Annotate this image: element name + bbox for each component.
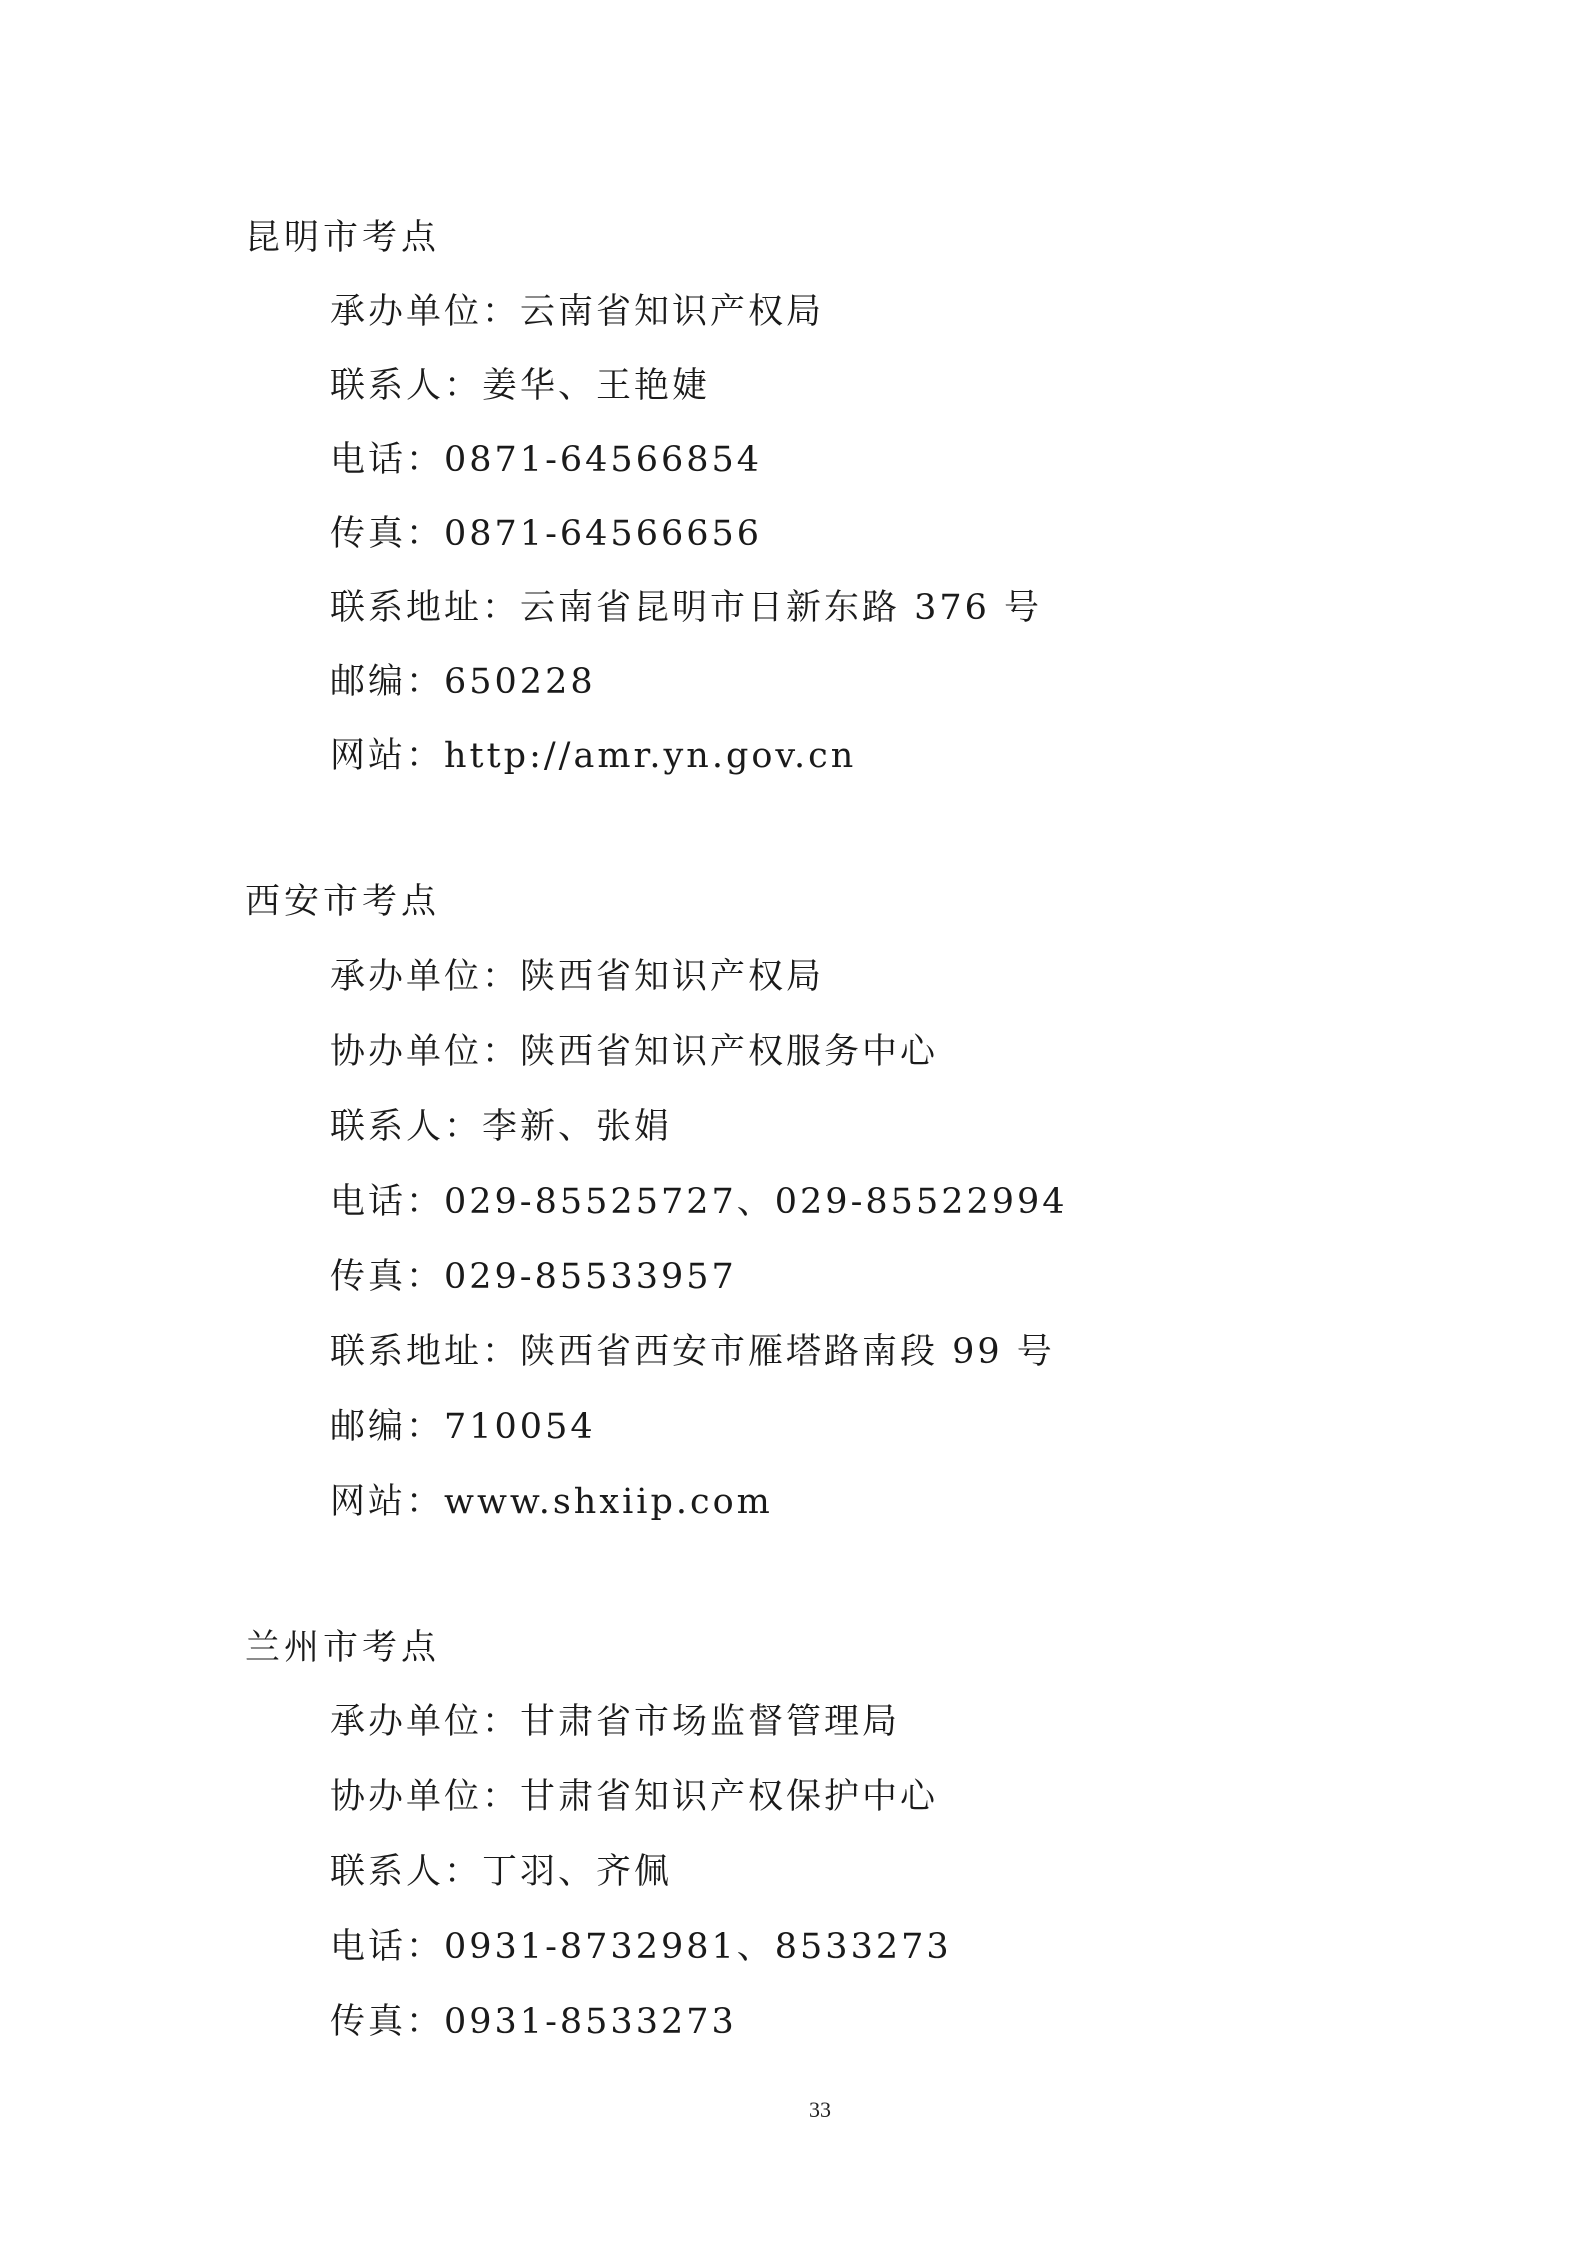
phone: 电话：0871-64566854 <box>330 440 763 480</box>
section-title: 昆明市考点 <box>245 218 441 258</box>
contact-person: 联系人：李新、张娟 <box>330 1107 673 1147</box>
section-title: 西安市考点 <box>245 882 441 922</box>
postal-code: 邮编：710054 <box>330 1407 596 1447</box>
fax: 传真：0871-64566656 <box>330 514 763 554</box>
website: 网站：http://amr.yn.gov.cn <box>330 736 857 776</box>
host-unit: 承办单位：云南省知识产权局 <box>330 292 825 332</box>
co-host-unit: 协办单位：陕西省知识产权服务中心 <box>330 1032 939 1072</box>
phone: 电话：0931-8732981、8533273 <box>330 1927 952 1967</box>
phone: 电话：029-85525727、029-85522994 <box>330 1182 1068 1222</box>
fax: 传真：0931-8533273 <box>330 2002 737 2042</box>
fax: 传真：029-85533957 <box>330 1257 737 1297</box>
page-number: 33 <box>809 2097 831 2122</box>
contact-person: 联系人：姜华、王艳婕 <box>330 366 711 406</box>
host-unit: 承办单位：甘肃省市场监督管理局 <box>330 1702 901 1742</box>
contact-person: 联系人：丁羽、齐佩 <box>330 1852 673 1892</box>
website: 网站：www.shxiip.com <box>330 1482 773 1522</box>
host-unit: 承办单位：陕西省知识产权局 <box>330 957 825 997</box>
address: 联系地址：云南省昆明市日新东路 376 号 <box>330 588 1043 628</box>
postal-code: 邮编：650228 <box>330 662 596 702</box>
address: 联系地址：陕西省西安市雁塔路南段 99 号 <box>330 1332 1055 1372</box>
co-host-unit: 协办单位：甘肃省知识产权保护中心 <box>330 1777 939 1817</box>
section-title: 兰州市考点 <box>245 1628 441 1668</box>
